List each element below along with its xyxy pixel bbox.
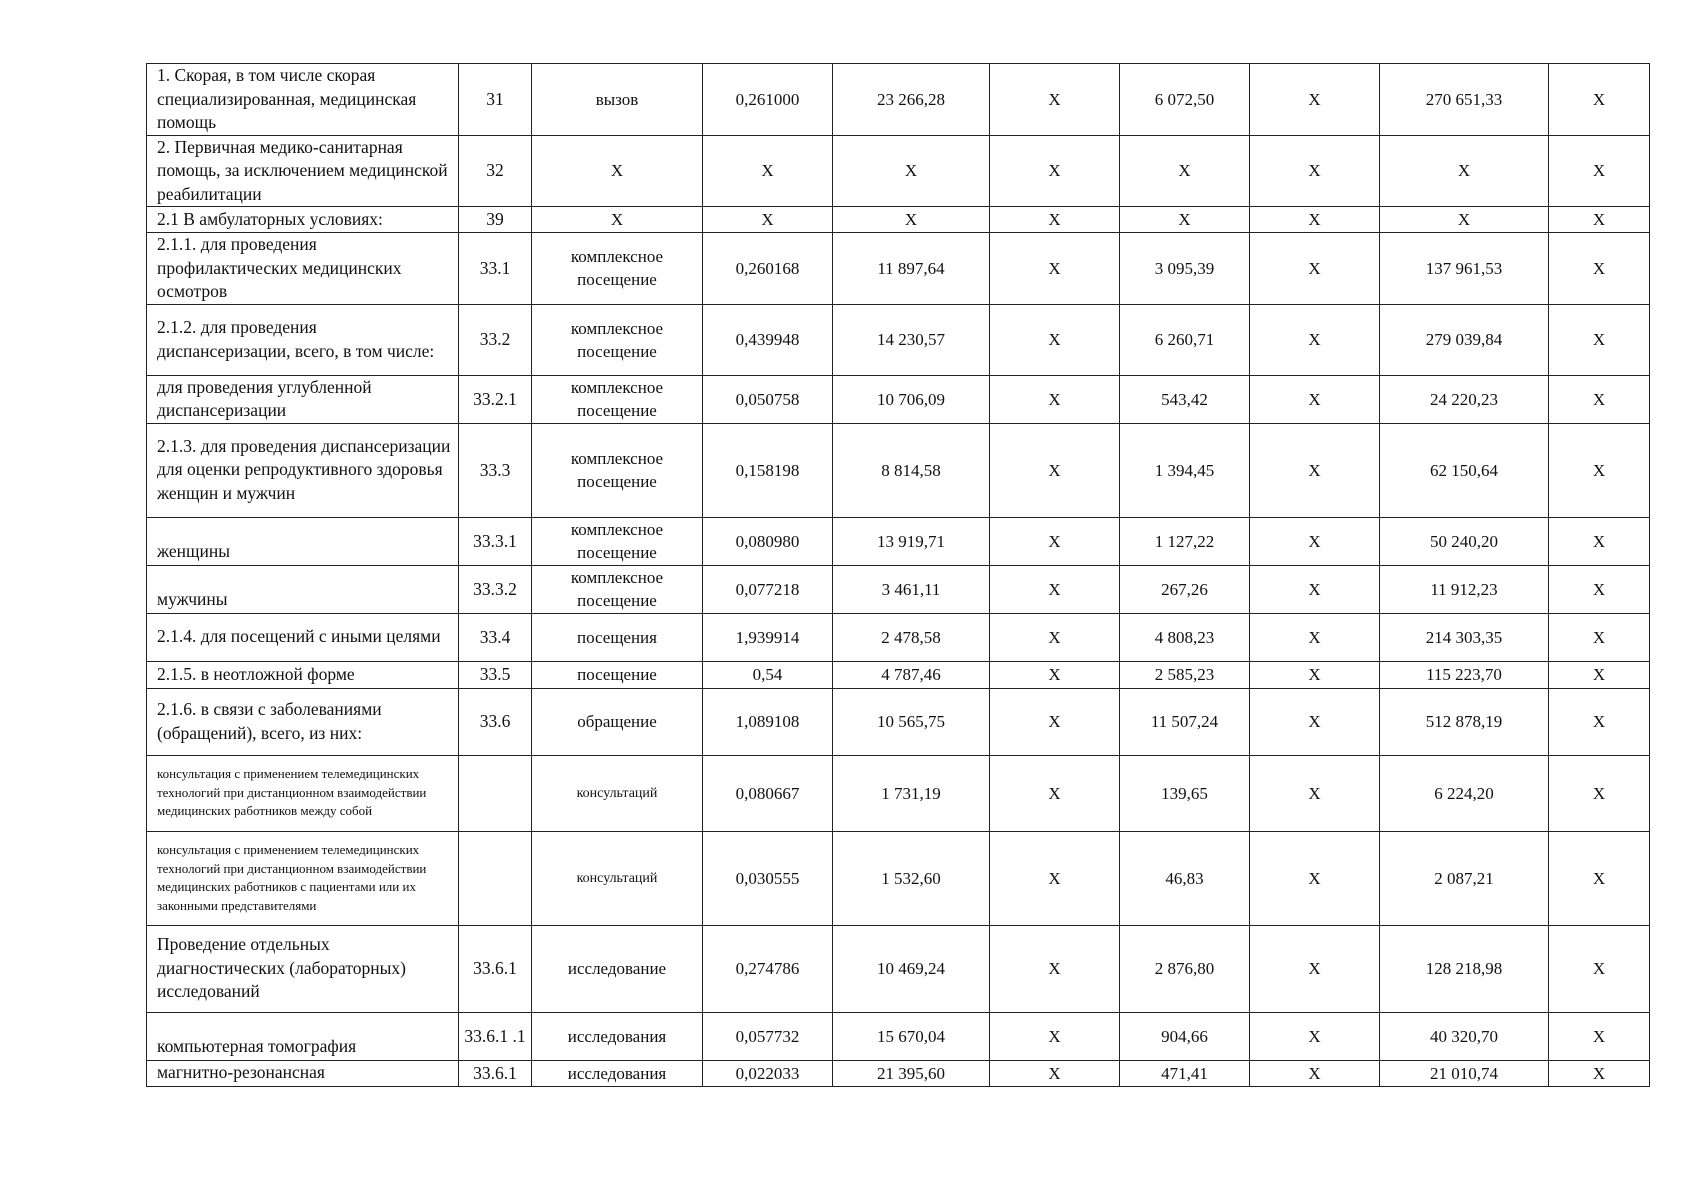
row-unit: комплексное посещение [532, 233, 703, 305]
cell: X [1250, 831, 1380, 925]
row-unit: комплексное посещение [532, 375, 703, 423]
table-row [147, 925, 1650, 1012]
table-row [147, 613, 1650, 661]
cell: 2 087,21 [1380, 831, 1549, 925]
cell: 6 260,71 [1120, 304, 1250, 375]
cell: X [990, 831, 1120, 925]
cell: X [990, 233, 1120, 305]
table-row [147, 375, 1650, 423]
row-code [459, 831, 532, 925]
cell: 62 150,64 [1380, 423, 1549, 517]
data-table [146, 63, 1650, 1087]
table-row [147, 755, 1650, 831]
row-code: 33.6.1 [459, 925, 532, 1012]
cell: 13 919,71 [833, 517, 990, 565]
cell: 0,080980 [703, 517, 833, 565]
row-code: 32 [459, 135, 532, 207]
table-row [147, 207, 1650, 233]
row-unit: консультаций [532, 755, 703, 831]
cell: 543,42 [1120, 375, 1250, 423]
cell: 23 266,28 [833, 64, 990, 136]
row-name: 2.1.5. в неотложной форме [147, 661, 459, 688]
cell: X [1549, 233, 1650, 305]
row-name: мужчины [147, 565, 459, 613]
row-unit: комплексное посещение [532, 565, 703, 613]
row-name: 2. Первичная медико-санитарная помощь, за исключением медицинской реабилитации [147, 135, 459, 207]
cell: X [833, 135, 990, 207]
cell: 11 507,24 [1120, 688, 1250, 755]
cell: 8 814,58 [833, 423, 990, 517]
cell: X [1250, 565, 1380, 613]
cell: 2 478,58 [833, 613, 990, 661]
cell: 0,050758 [703, 375, 833, 423]
cell: 1 394,45 [1120, 423, 1250, 517]
cell: 10 706,09 [833, 375, 990, 423]
cell: X [990, 304, 1120, 375]
cell: 15 670,04 [833, 1012, 990, 1060]
cell: X [703, 207, 833, 233]
cell: X [1549, 135, 1650, 207]
row-name: 2.1.1. для проведения профилактических медицинских осмотров [147, 233, 459, 305]
row-name: 2.1.3. для проведения диспансеризации для оценки репродуктивного здоровья женщин и мужчин [147, 423, 459, 517]
cell: 6 072,50 [1120, 64, 1250, 136]
cell: 6 224,20 [1380, 755, 1549, 831]
row-code: 33.1 [459, 233, 532, 305]
cell: X [990, 1060, 1120, 1086]
row-unit: комплексное посещение [532, 517, 703, 565]
row-code: 33.6 [459, 688, 532, 755]
row-unit: комплексное посещение [532, 304, 703, 375]
row-unit: исследования [532, 1060, 703, 1086]
cell: 279 039,84 [1380, 304, 1549, 375]
cell: X [1549, 565, 1650, 613]
cell: 0,030555 [703, 831, 833, 925]
cell: 4 808,23 [1120, 613, 1250, 661]
row-code: 33.3.2 [459, 565, 532, 613]
cell: X [990, 517, 1120, 565]
cell: X [833, 207, 990, 233]
cell: 0,080667 [703, 755, 833, 831]
cell: 1 127,22 [1120, 517, 1250, 565]
row-code: 33.3.1 [459, 517, 532, 565]
cell: X [1549, 755, 1650, 831]
cell: X [1549, 64, 1650, 136]
table-row [147, 64, 1650, 136]
row-name: Проведение отдельных диагностических (лабораторных) исследований [147, 925, 459, 1012]
cell: X [990, 135, 1120, 207]
cell: 0,260168 [703, 233, 833, 305]
cell: X [990, 375, 1120, 423]
cell: X [990, 565, 1120, 613]
cell: X [1250, 1060, 1380, 1086]
table-row [147, 831, 1650, 925]
table-row [147, 304, 1650, 375]
table-row [147, 661, 1650, 688]
cell: 24 220,23 [1380, 375, 1549, 423]
cell: X [1250, 613, 1380, 661]
cell: 11 897,64 [833, 233, 990, 305]
cell: X [1250, 207, 1380, 233]
cell: 115 223,70 [1380, 661, 1549, 688]
cell: 512 878,19 [1380, 688, 1549, 755]
cell: X [1549, 423, 1650, 517]
cell: X [1250, 135, 1380, 207]
table-row [147, 1012, 1650, 1060]
cell: X [1549, 517, 1650, 565]
cell: 4 787,46 [833, 661, 990, 688]
cell: X [990, 688, 1120, 755]
cell: X [1549, 304, 1650, 375]
cell: 139,65 [1120, 755, 1250, 831]
row-name: магнитно-резонансная [147, 1060, 459, 1086]
row-name: 2.1 В амбулаторных условиях: [147, 207, 459, 233]
cell: X [1380, 207, 1549, 233]
row-code: 31 [459, 64, 532, 136]
cell: 0,022033 [703, 1060, 833, 1086]
cell: X [990, 423, 1120, 517]
row-name: консультация с применением телемедицинских технологий при дистанционном взаимодействии медицинских работников с пациентами или их законными представителями [147, 831, 459, 925]
cell: X [1250, 755, 1380, 831]
table-row [147, 517, 1650, 565]
cell: X [1250, 423, 1380, 517]
row-unit: комплексное посещение [532, 423, 703, 517]
cell: X [1549, 831, 1650, 925]
cell: 128 218,98 [1380, 925, 1549, 1012]
row-unit: исследование [532, 925, 703, 1012]
row-code: 33.5 [459, 661, 532, 688]
row-code: 33.3 [459, 423, 532, 517]
cell: 10 469,24 [833, 925, 990, 1012]
cell: X [1549, 207, 1650, 233]
row-code: 33.6.1 .1 [459, 1012, 532, 1060]
row-name: консультация с применением телемедицинских технологий при дистанционном взаимодействии медицинских работников между собой [147, 755, 459, 831]
row-code: 33.2.1 [459, 375, 532, 423]
row-code [459, 755, 532, 831]
cell: 0,057732 [703, 1012, 833, 1060]
cell: 10 565,75 [833, 688, 990, 755]
cell: 11 912,23 [1380, 565, 1549, 613]
row-name: для проведения углубленной диспансеризации [147, 375, 459, 423]
cell: X [1250, 517, 1380, 565]
cell: 2 585,23 [1120, 661, 1250, 688]
document-sheet [146, 63, 1650, 1087]
row-name: 2.1.6. в связи с заболеваниями (обращений), всего, из них: [147, 688, 459, 755]
cell: 3 461,11 [833, 565, 990, 613]
row-name: 2.1.2. для проведения диспансеризации, всего, в том числе: [147, 304, 459, 375]
cell: 267,26 [1120, 565, 1250, 613]
cell: 21 010,74 [1380, 1060, 1549, 1086]
cell: 1,939914 [703, 613, 833, 661]
table-row [147, 233, 1650, 305]
cell: X [1380, 135, 1549, 207]
cell: 40 320,70 [1380, 1012, 1549, 1060]
cell: 1 532,60 [833, 831, 990, 925]
row-name: женщины [147, 517, 459, 565]
row-unit: X [532, 135, 703, 207]
cell: X [1250, 688, 1380, 755]
cell: 270 651,33 [1380, 64, 1549, 136]
cell: X [990, 613, 1120, 661]
cell: X [1549, 688, 1650, 755]
cell: 0,439948 [703, 304, 833, 375]
table-row [147, 423, 1650, 517]
cell: 3 095,39 [1120, 233, 1250, 305]
cell: 0,261000 [703, 64, 833, 136]
row-unit: посещения [532, 613, 703, 661]
cell: X [990, 207, 1120, 233]
cell: X [1549, 925, 1650, 1012]
cell: X [1250, 64, 1380, 136]
cell: 471,41 [1120, 1060, 1250, 1086]
row-unit: исследования [532, 1012, 703, 1060]
cell: 0,274786 [703, 925, 833, 1012]
row-unit: посещение [532, 661, 703, 688]
table-row [147, 565, 1650, 613]
row-code: 39 [459, 207, 532, 233]
cell: X [1250, 661, 1380, 688]
cell: 1 731,19 [833, 755, 990, 831]
cell: X [1120, 207, 1250, 233]
row-name: компьютерная томография [147, 1012, 459, 1060]
cell: X [1250, 1012, 1380, 1060]
table-row [147, 135, 1650, 207]
table-row [147, 1060, 1650, 1086]
row-name: 1. Скорая, в том числе скорая специализированная, медицинская помощь [147, 64, 459, 136]
row-unit: консультаций [532, 831, 703, 925]
cell: X [1250, 304, 1380, 375]
cell: X [1549, 375, 1650, 423]
cell: 21 395,60 [833, 1060, 990, 1086]
cell: 0,158198 [703, 423, 833, 517]
cell: X [990, 925, 1120, 1012]
cell: 904,66 [1120, 1012, 1250, 1060]
row-code: 33.2 [459, 304, 532, 375]
cell: 0,54 [703, 661, 833, 688]
cell: X [1549, 1012, 1650, 1060]
cell: 2 876,80 [1120, 925, 1250, 1012]
cell: X [1549, 661, 1650, 688]
cell: X [1549, 1060, 1650, 1086]
cell: X [990, 64, 1120, 136]
cell: X [1120, 135, 1250, 207]
cell: 50 240,20 [1380, 517, 1549, 565]
row-code: 33.4 [459, 613, 532, 661]
cell: 214 303,35 [1380, 613, 1549, 661]
cell: X [990, 1012, 1120, 1060]
cell: 137 961,53 [1380, 233, 1549, 305]
cell: X [1549, 613, 1650, 661]
cell: X [1250, 375, 1380, 423]
cell: X [703, 135, 833, 207]
row-code: 33.6.1 [459, 1060, 532, 1086]
cell: X [990, 755, 1120, 831]
cell: X [1250, 233, 1380, 305]
cell: X [1250, 925, 1380, 1012]
cell: 1,089108 [703, 688, 833, 755]
cell: 46,83 [1120, 831, 1250, 925]
row-unit: обращение [532, 688, 703, 755]
cell: X [990, 661, 1120, 688]
row-unit: X [532, 207, 703, 233]
row-unit: вызов [532, 64, 703, 136]
table-row [147, 688, 1650, 755]
cell: 14 230,57 [833, 304, 990, 375]
cell: 0,077218 [703, 565, 833, 613]
row-name: 2.1.4. для посещений с иными целями [147, 613, 459, 661]
